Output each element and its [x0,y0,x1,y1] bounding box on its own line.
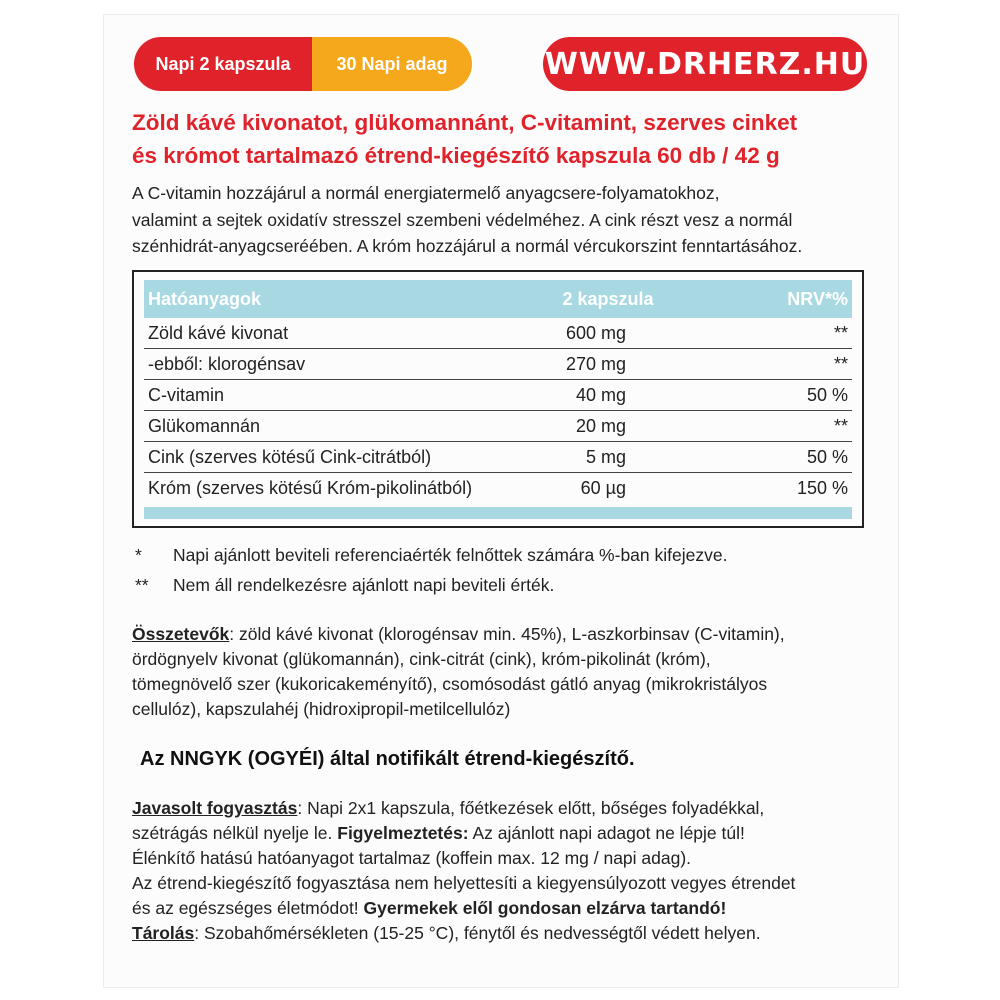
warning-label: Figyelmeztetés: [337,823,469,843]
table-row [144,411,852,442]
usage-text: : Napi 2x1 kapszula, főétkezések előtt, bőséges folyadékkal, [297,798,765,818]
row-name: Króm (szerves kötésű Króm-pikolinátból) [148,477,473,498]
row-nrv: ** [833,353,848,374]
footnote-mark: * [135,545,142,565]
ingredients-section [132,622,872,722]
footnotes [135,540,875,600]
table-header [144,280,852,318]
row-name: Cink (szerves kötésű Cink-citrátból) [148,446,432,467]
storage-label: Tárolás [132,923,195,943]
ingredients-text: ördögnyelv kivonat (glükomannán), cink-citrát (cink), króm-pikolinát (króm), [132,649,711,669]
intro-text [132,180,872,260]
table-row [144,318,852,349]
usage-text: Élénkítő hatású hatóanyagot tartalmaz (koffein max. 12 mg / napi adag). [132,848,692,868]
row-name: Glükomannán [148,415,261,436]
ingredients-text: cellulóz), kapszulahéj (hidroxipropil-metilcellulóz) [132,699,511,719]
table-row [144,349,852,380]
warning-text: Az ajánlott napi adagot ne lépje túl! [468,823,745,843]
table-footer-bar [144,507,852,519]
row-amount: 20 mg [575,415,626,436]
ingredients-label: Összetevők [132,624,230,644]
ingredients-text: tömegnövelő szer (kukoricakeményítő), csomósodást gátló anyag (mikrokristályos [132,674,768,694]
product-title-line: és krómot tartalmazó étrend-kiegészítő kapszula 60 db / 42 g [132,143,780,168]
ingredients-text: : zöld kávé kivonat (klorogénsav min. 45%), L-aszkorbinsav (C-vitamin), [229,624,785,644]
dosage-badge [134,37,472,91]
intro-line: valamint a sejtek oxidatív stresszel szembeni védelméhez. A cink részt vesz a normál [132,209,793,230]
usage-label: Javasolt fogyasztás [132,798,298,818]
footnote-mark: ** [135,575,149,595]
daily-capsules-badge: Napi 2 kapszula [134,37,312,91]
row-amount: 600 mg [565,322,626,343]
row-amount: 60 µg [580,477,626,498]
footnote-text: Napi ajánlott beviteli referenciaérték felnőttek számára %-ban kifejezve. [173,545,728,565]
intro-line: szénhidrát-anyagcseréében. A króm hozzájárul a normál vércukorszint fenntartásához. [132,236,803,256]
nutrition-table [132,270,864,528]
footnote-text: Nem áll rendelkezésre ajánlott napi beviteli érték. [173,575,555,595]
row-nrv: 150 % [796,477,848,498]
row-amount: 270 mg [565,353,626,374]
website-badge[interactable]: WWW.DRHERZ.HU [543,37,867,91]
header-ingredients: Hatóanyagok [148,288,262,309]
daily-doses-badge: 30 Napi adag [312,37,472,91]
table-row [144,473,852,503]
footnote [135,570,875,600]
notification-statement: Az NNGYK (OGYÉI) által notifikált étrend-kiegészítő. [140,748,635,770]
row-name: C-vitamin [148,384,225,405]
row-nrv: ** [833,322,848,343]
product-title-line: Zöld kávé kivonatot, glükomannánt, C-vitamint, szerves cinket [132,110,798,135]
usage-section [132,796,872,946]
storage-text: : Szobahőmérsékleten (15-25 °C), fénytől és nedvességtől védett helyen. [194,923,761,943]
usage-text: Az étrend-kiegészítő fogyasztása nem helyettesíti a kiegyensúlyozott vegyes étrendet [132,873,796,893]
row-nrv: 50 % [806,384,848,405]
child-warning: Gyermekek elől gondosan elzárva tartandó! [363,898,727,918]
intro-line: A C-vitamin hozzájárul a normál energiatermelő anyagcsere-folyamatokhoz, [132,183,720,203]
row-nrv: ** [833,415,848,436]
header-amount: 2 kapszula [562,288,654,309]
usage-text: és az egészséges életmódot! [132,898,364,918]
row-name: -ebből: klorogénsav [148,353,306,374]
product-title [132,106,872,172]
row-amount: 40 mg [575,384,626,405]
row-amount: 5 mg [585,446,626,467]
table-row [144,380,852,411]
table-row [144,442,852,473]
header-nrv: NRV*% [787,288,848,309]
footnote [135,540,875,570]
row-nrv: 50 % [806,446,848,467]
row-name: Zöld kávé kivonat [148,322,289,343]
usage-text: szétrágás nélkül nyelje le. [132,823,338,843]
